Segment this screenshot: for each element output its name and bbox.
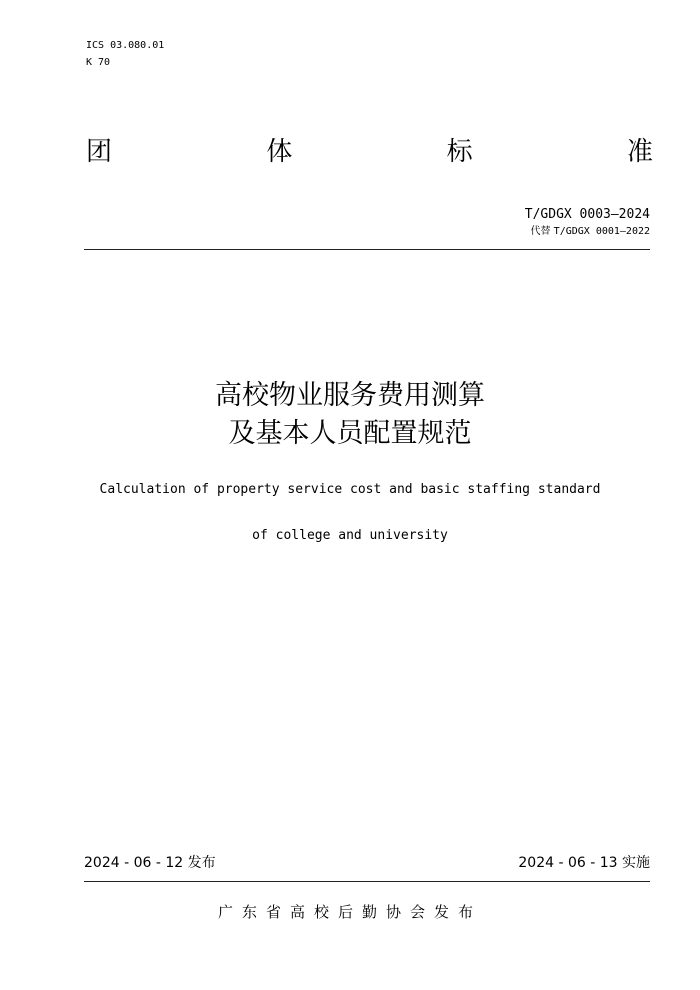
footer-divider xyxy=(84,881,650,882)
english-title-line-1: Calculation of property service cost and basic staffing standard xyxy=(99,482,601,497)
standard-number: T/GDGX 0003—2024 xyxy=(524,207,650,222)
issue-date: 2024 - 06 - 12 发布 xyxy=(84,855,216,871)
standard-type-heading xyxy=(86,134,653,170)
publisher: 广东省高校后勤协会发布 xyxy=(217,903,482,921)
standard-type-char: 标 xyxy=(446,137,473,167)
replaced-standard-number: T/GDGX 0001—2022 xyxy=(553,226,650,237)
english-title-line-2: of college and university xyxy=(252,528,448,543)
replaces-standard xyxy=(525,224,650,240)
chinese-title-line-1: 高校物业服务费用测算 xyxy=(215,380,485,411)
replaces-prefix: 代替 xyxy=(530,226,551,237)
classification-codes xyxy=(86,37,164,71)
standard-number-block xyxy=(525,206,650,240)
chinese-title xyxy=(0,377,700,453)
implementation-date: 2024 - 06 - 13 实施 xyxy=(518,855,650,871)
ccs-code: K 70 xyxy=(86,57,111,68)
standard-type-char: 团 xyxy=(86,137,113,167)
ics-code: ICS 03.080.01 xyxy=(86,40,165,51)
header-divider xyxy=(84,249,650,250)
standard-type-char: 体 xyxy=(266,137,293,167)
chinese-title-line-2: 及基本人员配置规范 xyxy=(228,418,472,449)
standard-type-char: 准 xyxy=(626,137,653,167)
